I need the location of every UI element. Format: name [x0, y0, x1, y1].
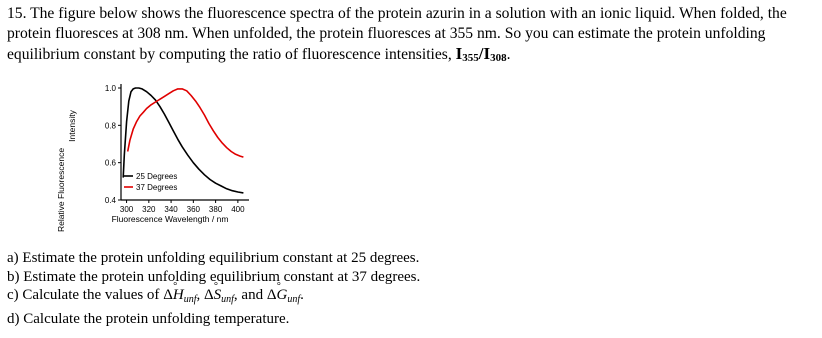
legend-label: 37 Degrees — [136, 183, 178, 192]
questions-list — [7, 249, 420, 328]
ratio-sub-355: 355 — [462, 52, 479, 64]
intensity-ratio — [456, 44, 507, 63]
s-symbol: S ° — [214, 287, 222, 303]
y-axis-label-outer: Relative Fluorescence — [56, 147, 66, 233]
and-separator: , and — [233, 287, 267, 303]
y-tick-label: 1.0 — [104, 84, 116, 93]
unf-subscript: unf — [183, 294, 197, 305]
fluorescence-chart — [55, 76, 265, 266]
y-tick-label: 0.6 — [104, 158, 116, 168]
ratio-i1: I — [455, 44, 463, 63]
y-axis-label-inner: Intensity — [67, 110, 77, 142]
g-symbol: G ° — [276, 287, 287, 303]
delta-symbol: Δ — [203, 287, 214, 303]
delta-g-symbol — [267, 287, 300, 303]
question-c-text: c) Calculate the values of — [7, 287, 164, 303]
x-tick-label: 380 — [208, 205, 223, 214]
ratio-slash: / — [478, 44, 484, 63]
x-tick-label: 400 — [231, 205, 245, 214]
x-axis-label: Fluorescence Wavelength / nm — [111, 214, 229, 224]
comma-separator: , — [196, 287, 204, 303]
y-tick-label: 0.4 — [104, 196, 116, 205]
question-c — [7, 286, 420, 310]
x-tick-label: 320 — [142, 205, 156, 214]
fluorescence-spectra-figure — [55, 76, 265, 266]
x-tick-label: 360 — [186, 205, 201, 214]
problem-statement — [7, 4, 819, 68]
ratio-i2: I — [483, 44, 491, 63]
series-line-37-degrees — [128, 89, 244, 157]
ratio-sub-308: 308 — [490, 52, 507, 64]
question-d: d) Calculate the protein unfolding temperature. — [7, 310, 290, 327]
axis-ticks — [105, 84, 245, 214]
y-tick-label: 0.8 — [104, 121, 116, 131]
ratio-period: . — [506, 46, 511, 63]
question-a: a) Estimate the protein unfolding equilibrium constant at 25 degrees. — [7, 250, 420, 266]
x-tick-label: 340 — [164, 205, 178, 214]
question-c-period: . — [300, 287, 304, 303]
problem-text: 15. The figure below shows the fluorescence spectra of the protein azurin in a solution with an ionic liquid. When folded, the protein fluoresces at 308 nm. When unfolded, the protein fluoresces at 355 nm. So you can estimate the protein unfolding equilibrium constant by computing the ratio of fluorescence intensities, — [7, 5, 787, 63]
h-symbol: H ° — [173, 287, 184, 303]
legend-label: 25 Degrees — [136, 172, 178, 181]
legend — [124, 172, 177, 192]
unf-subscript: unf — [221, 294, 234, 305]
unf-subscript: unf — [287, 294, 301, 305]
question-b: b) Estimate the protein unfolding equilibrium constant at 37 degrees. — [7, 268, 421, 285]
delta-symbol: Δ — [266, 287, 277, 303]
delta-s-symbol — [204, 287, 234, 303]
x-tick-label: 300 — [119, 205, 134, 214]
delta-h-symbol — [163, 287, 196, 303]
delta-symbol: Δ — [163, 287, 173, 303]
